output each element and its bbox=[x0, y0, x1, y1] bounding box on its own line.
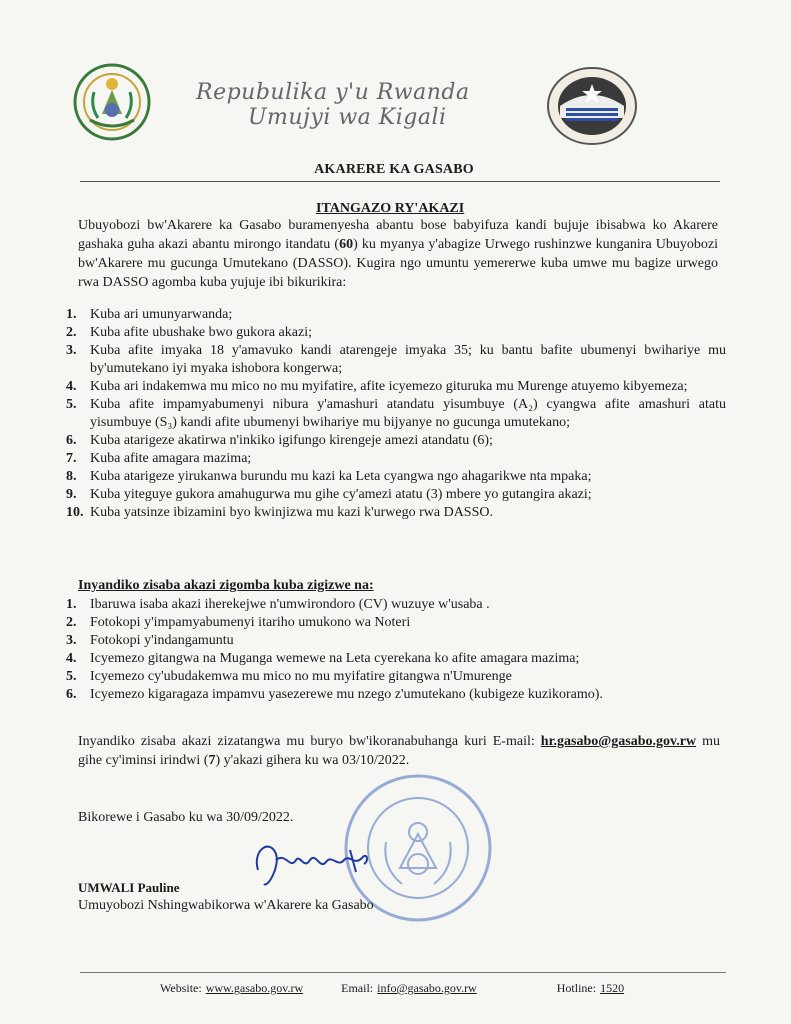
item-text: Kuba atarigeze akatirwa n'inkiko igifungo kirengeje amezi atandatu (6); bbox=[90, 433, 493, 448]
footer-hotline-label: Hotline: bbox=[556, 981, 597, 995]
list-item bbox=[66, 596, 726, 614]
signatory-role: Umuyobozi Nshingwabikorwa w'Akarere ka Gasabo bbox=[78, 898, 374, 913]
list-item bbox=[66, 686, 726, 704]
intro-number: 60 bbox=[339, 237, 354, 252]
intro-text-a: Ubuyobozi bw'Akarere ka Gasabo buramenyesha abantu bose babyifuza kandi bujuje ibisabwa ko Akarere gashaka guha akazi abantu mirongo itandatu ( bbox=[78, 218, 718, 252]
item-number: 10. bbox=[66, 505, 84, 520]
notice-intro bbox=[78, 216, 718, 292]
submission-days: 7 bbox=[208, 753, 216, 768]
footer-website-link[interactable]: www.gasabo.gov.rw bbox=[205, 981, 304, 995]
footer bbox=[160, 981, 628, 996]
list-item bbox=[66, 468, 726, 486]
list-item bbox=[66, 668, 726, 686]
item-text: Icyemezo cy'ubudakemwa mu mico no mu myifatire gitangwa n'Umurenge bbox=[90, 669, 512, 684]
list-item bbox=[66, 486, 726, 504]
item-number: 5. bbox=[66, 397, 77, 412]
notice-title: ITANGAZO RY'AKAZI bbox=[316, 201, 465, 216]
item-text: Kuba afite impamyabumenyi nibura y'amashuri atandatu yisumbuye (A₂) cyangwa afite amashuri atatu yisumbuye (S₃) kandi afite ubumenyi bwihariye mu bijyanye no gucunga umutekano; bbox=[90, 397, 726, 430]
submission-text-c: ) y'akazi gihera ku wa 03/10/2022. bbox=[215, 753, 410, 768]
item-number: 8. bbox=[66, 469, 77, 484]
header-script-title bbox=[196, 80, 516, 130]
header-republic: Repubulika y'u Rwanda bbox=[196, 80, 470, 105]
item-text: Icyemezo kigaragaza impamvu yasezerewe mu nzego z'umutekano (kubigeze kuzikoramo). bbox=[90, 687, 603, 702]
rwanda-emblem-icon bbox=[72, 62, 152, 142]
footer-hotline-number[interactable]: 1520 bbox=[600, 981, 625, 995]
list-item bbox=[66, 432, 726, 450]
submission-email-link[interactable]: hr.gasabo@gasabo.gov.rw bbox=[540, 734, 697, 749]
documents-list bbox=[66, 596, 726, 704]
item-number: 4. bbox=[66, 651, 77, 666]
submission-instructions bbox=[78, 732, 720, 770]
item-number: 3. bbox=[66, 343, 77, 358]
place-and-date: Bikorewe i Gasabo ku wa 30/09/2022. bbox=[78, 810, 294, 825]
item-text: Icyemezo gitangwa na Muganga wemewe na Leta cyerekana ko afite amagara mazima; bbox=[90, 651, 580, 666]
item-number: 1. bbox=[66, 597, 77, 612]
item-text: Kuba afite amagara mazima; bbox=[90, 451, 252, 466]
list-item bbox=[66, 324, 726, 342]
item-number: 5. bbox=[66, 669, 77, 684]
list-item bbox=[66, 450, 726, 468]
list-item bbox=[66, 650, 726, 668]
item-number: 9. bbox=[66, 487, 77, 502]
district-name: AKARERE KA GASABO bbox=[314, 162, 474, 177]
item-number: 6. bbox=[66, 433, 77, 448]
list-item bbox=[66, 396, 726, 432]
list-item bbox=[66, 306, 726, 324]
item-text: Fotokopi y'impamyabumenyi itariho umukono wa Noteri bbox=[90, 615, 411, 630]
item-number: 2. bbox=[66, 615, 77, 630]
footer-divider bbox=[80, 972, 726, 973]
header-city: Umujyi wa Kigali bbox=[248, 105, 447, 130]
footer-email-link[interactable]: info@gasabo.gov.rw bbox=[377, 981, 477, 995]
item-text: Kuba yatsinze ibizamini byo kwinjizwa mu kazi k'urwego rwa DASSO. bbox=[90, 505, 493, 520]
submission-text-b: mu gihe cy'iminsi irindwi ( bbox=[78, 734, 720, 768]
item-text: Ibaruwa isaba akazi iherekejwe n'umwirondoro (CV) wuzuye w'usaba . bbox=[90, 597, 490, 612]
signatory-name: UMWALI Pauline bbox=[78, 880, 180, 895]
header-divider bbox=[80, 181, 720, 182]
requirements-list bbox=[66, 306, 726, 522]
list-item bbox=[66, 342, 726, 378]
item-text: Kuba afite ubushake bwo gukora akazi; bbox=[90, 325, 312, 340]
item-number: 1. bbox=[66, 307, 77, 322]
list-item bbox=[66, 614, 726, 632]
intro-text-b: ) ku myanya y'abagize Urwego rushinzwe kunganira Ubuyobozi bw'Akarere mu gucunga Umutekano (DASSO). Kugira ngo umuntu yemererwe kuba umwe mu bagize urwego rwa DASSO agomba kuba yujuje ibi bikurikira: bbox=[78, 237, 718, 290]
item-number: 6. bbox=[66, 687, 77, 702]
item-text: Kuba atarigeze yirukanwa burundu mu kazi ka Leta cyangwa ngo ahagarikwe nta mpaka; bbox=[90, 469, 592, 484]
submission-text-a: Inyandiko zisaba akazi zizatangwa mu buryo bw'ikoranabuhanga kuri E-mail: bbox=[78, 734, 535, 749]
item-number: 4. bbox=[66, 379, 77, 394]
item-number: 3. bbox=[66, 633, 77, 648]
list-item bbox=[66, 378, 726, 396]
item-text: Kuba afite imyaka 18 y'amavuko kandi atarengeje imyaka 35; ku bantu bafite ubumenyi bwihariye mu by'umutekano iyi myaka ishobora kongerwa; bbox=[90, 343, 726, 376]
footer-website-label: Website: bbox=[160, 981, 202, 995]
list-item bbox=[66, 504, 726, 522]
item-number: 2. bbox=[66, 325, 77, 340]
handwritten-signature-icon bbox=[246, 830, 376, 896]
item-number: 7. bbox=[66, 451, 77, 466]
item-text: Fotokopi y'indangamuntu bbox=[90, 633, 234, 648]
list-item bbox=[66, 632, 726, 650]
item-text: Kuba yiteguye gukora amahugurwa mu gihe cy'amezi atatu (3) mbere yo gutangira akazi; bbox=[90, 487, 592, 502]
kigali-city-seal-icon bbox=[546, 66, 638, 146]
footer-email-label: Email: bbox=[341, 981, 374, 995]
item-text: Kuba ari umunyarwanda; bbox=[90, 307, 233, 322]
item-text: Kuba ari indakemwa mu mico no mu myifatire, afite icyemezo gituruka mu Murenge atuyemo kibyemeza; bbox=[90, 379, 688, 394]
documents-heading: Inyandiko zisaba akazi zigomba kuba zigizwe na: bbox=[78, 578, 374, 593]
